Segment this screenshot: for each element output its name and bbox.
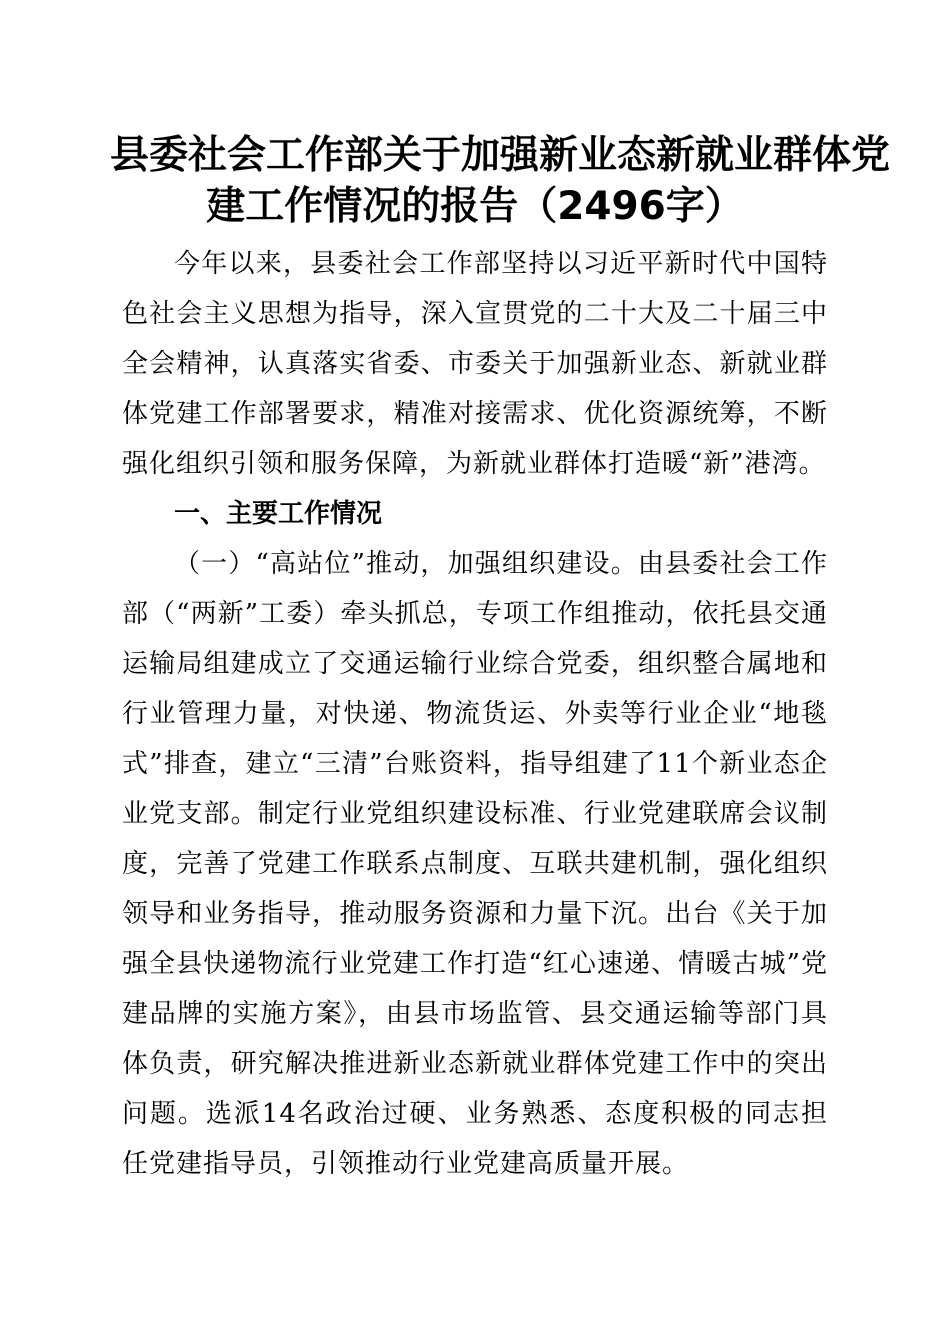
document-title-line-1: 县委社会工作部关于加强新业态新就业群体党 <box>110 133 891 178</box>
intro-paragraph: 今年以来，县委社会工作部坚持以习近平新时代中国特色社会主义思想为指导，深入宣贯党的二十大及二十届三中全会精神，认真落实省委、市委关于加强新业态、新就业群体党建工作部署要求，精准对接需求、优化资源统筹，不断强化组织引领和服务保障，为新就业群体打造暖“新”港湾。 <box>122 249 828 479</box>
document-title-line-2: 建工作情况的报告（2496字） <box>206 184 744 229</box>
section-1-paragraph: （一）“高站位”推动，加强组织建设。由县委社会工作部（“两新”工委）牵头抓总，专项工作组推动，依托县交通运输局组建成立了交通运输行业综合党委，组织整合属地和行业管理力量，对快递、物流货运、外卖等行业企业“地毯式”排查，建立“三清”台账资料，指导组建了11个新业态企业党支部。制定行业党组织建设标准、行业党建联席会议制度，完善了党建工作联系点制度、互联共建机制，强化组织领导和业务指导，推动服务资源和力量下沉。出台《关于加强全县快递物流行业党建工作打造“红心速递、情暖古城”党建品牌的实施方案》，由县市场监管、县交通运输等部门具体负责，研究解决推进新业态新就业群体党建工作中的突出问题。选派14名政治过硬、业务熟悉、态度积极的同志担任党建指导员，引领推动行业党建高质量开展。 <box>122 549 828 1179</box>
section-heading: 一、主要工作情况 <box>174 499 383 529</box>
